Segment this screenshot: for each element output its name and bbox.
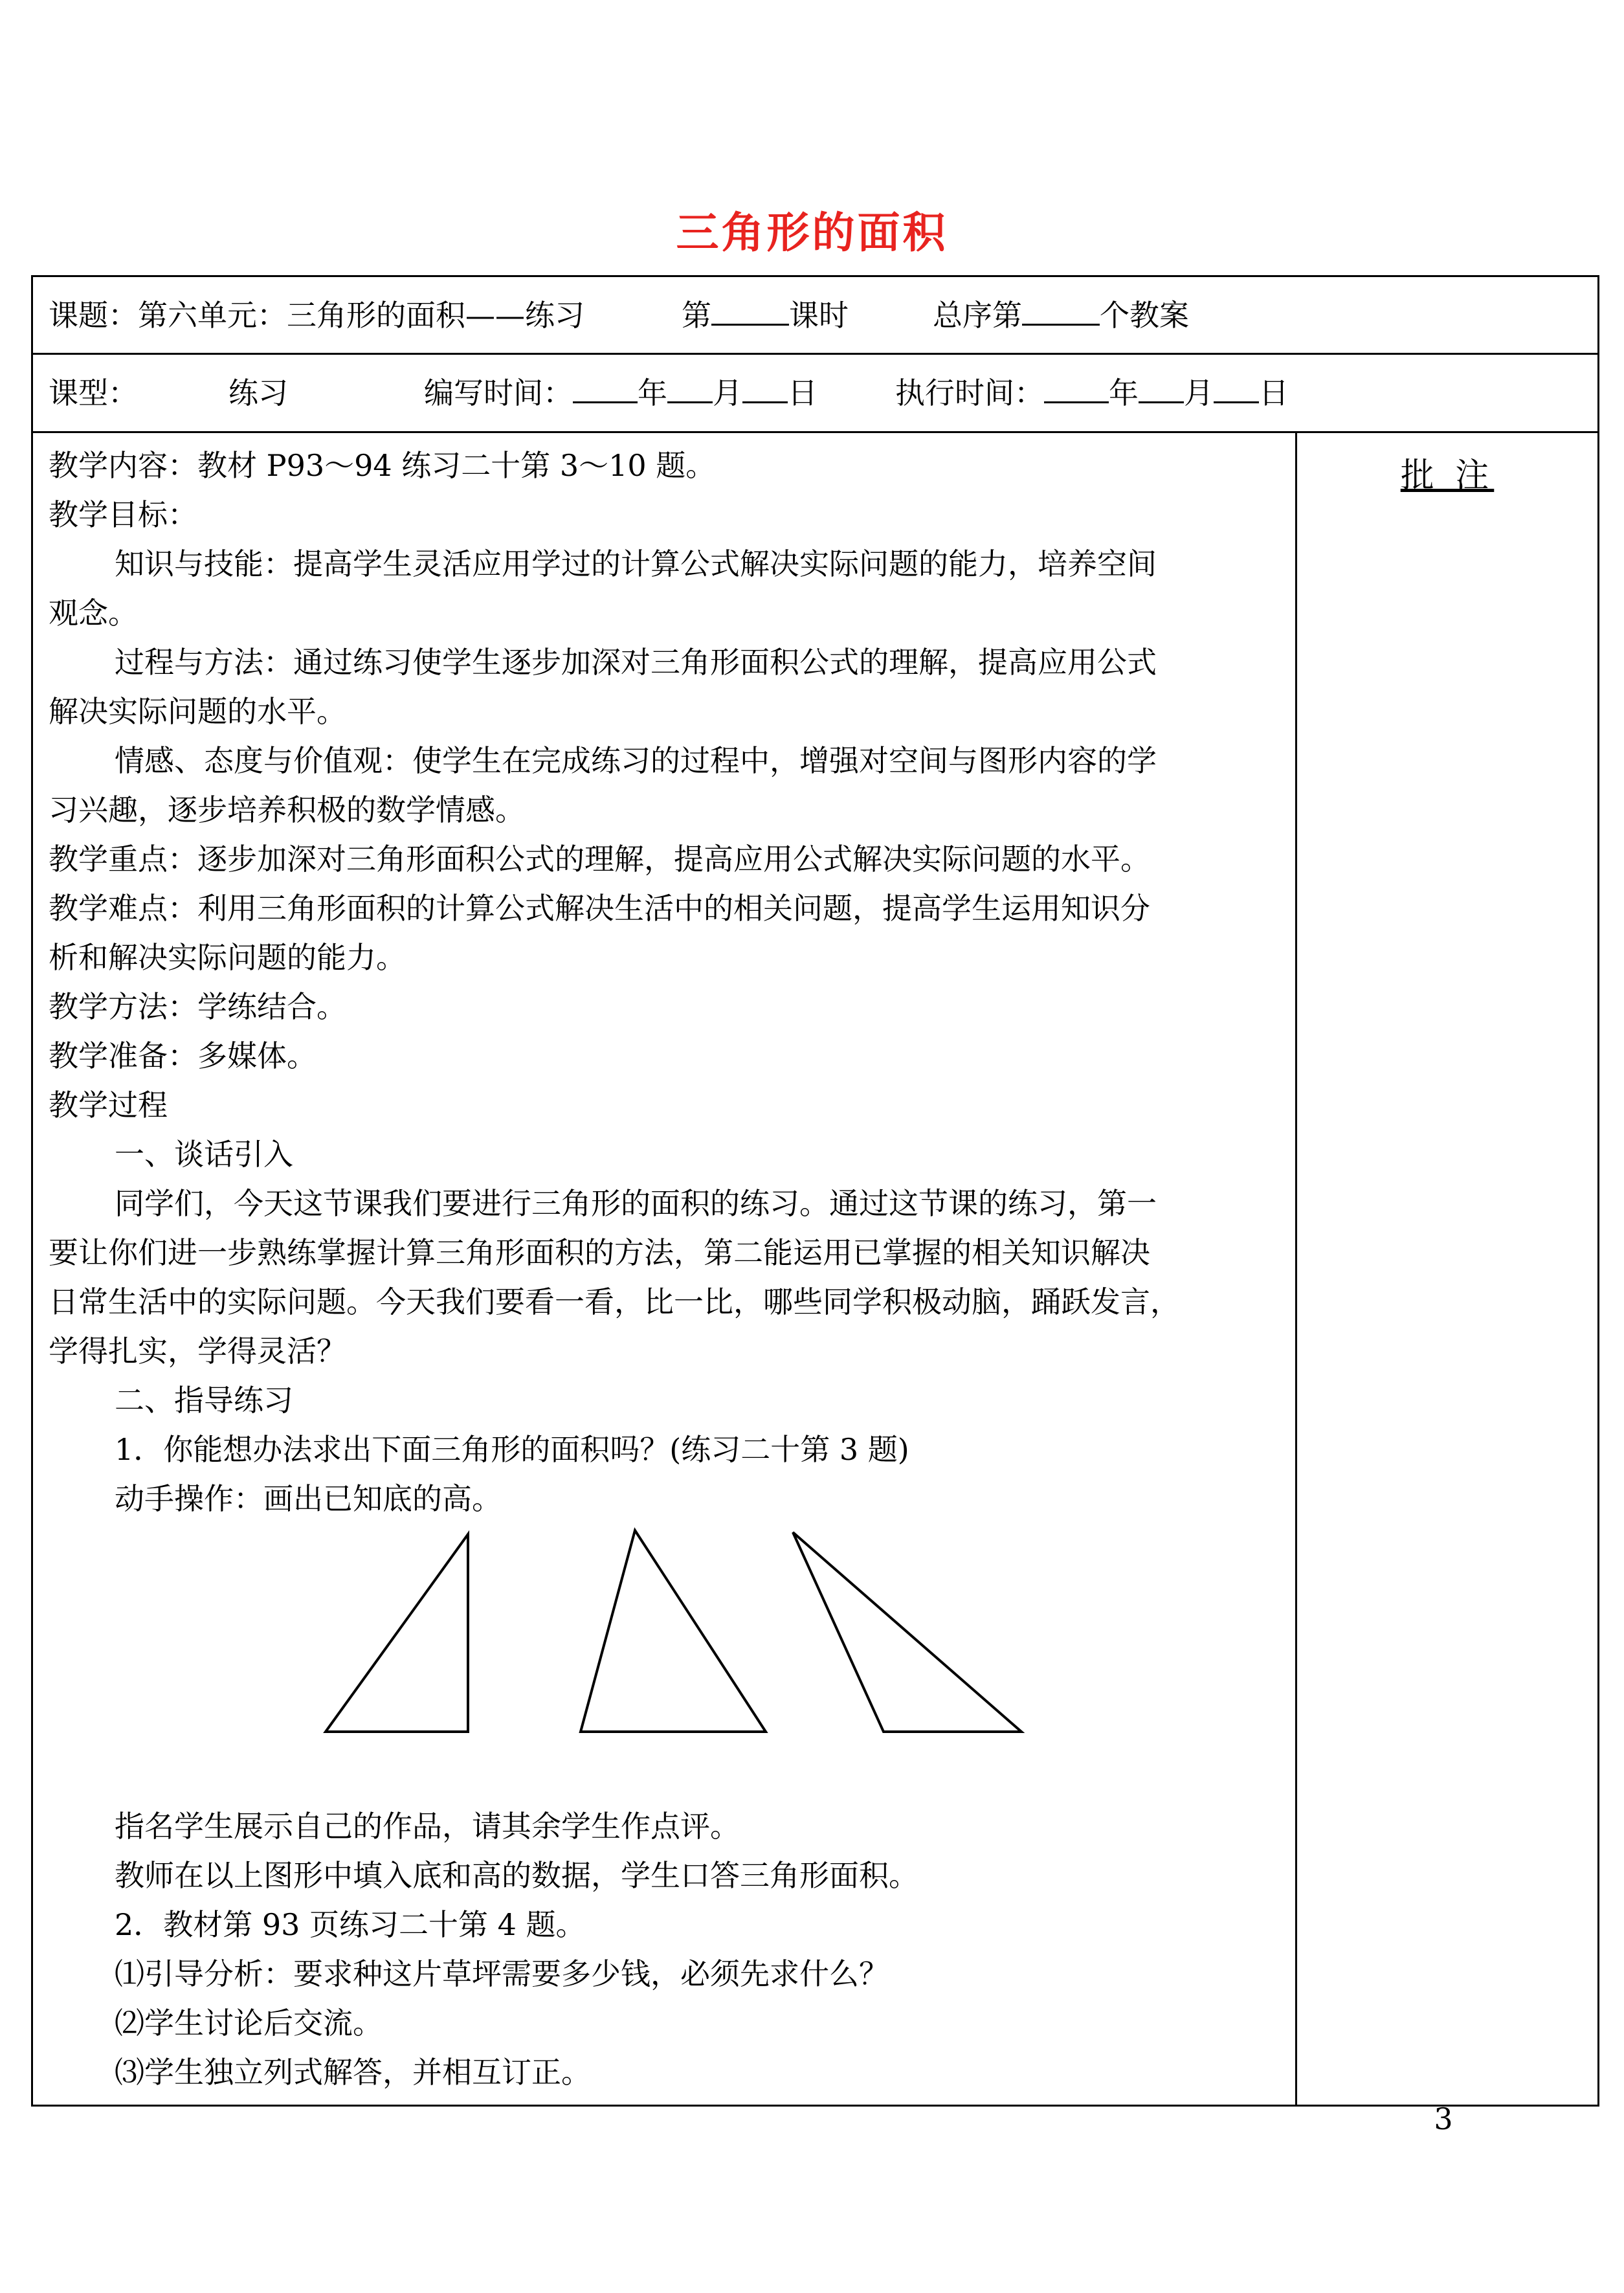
- content-line: 教学内容：教材 P93～94 练习二十第 3～10 题。: [49, 448, 716, 483]
- exec-time-label: 执行时间：: [895, 375, 1044, 410]
- triangle-figures-svg: [49, 1523, 1278, 1802]
- type-cell: [32, 354, 1599, 432]
- right-triangle-figure: [326, 1534, 468, 1732]
- content-line: ⑴引导分析：要求种这片草坪需要多少钱，必须先求什么？: [115, 1956, 889, 1991]
- content-line: 要让你们进一步熟练掌握计算三角形面积的方法，第二能运用已掌握的相关知识解决: [49, 1235, 1150, 1270]
- sequence-prefix: 总序第: [933, 297, 1022, 333]
- sequence-number-blank: [1022, 295, 1100, 326]
- lesson-number-blank: [711, 295, 789, 326]
- topic-row: [32, 276, 1599, 354]
- content-line: 习兴趣，逐步培养积极的数学情感。: [49, 792, 525, 827]
- lesson-prefix: 第: [682, 297, 711, 333]
- written-year-blank: [573, 373, 638, 403]
- page-number: 3: [1434, 2101, 1453, 2136]
- type-value: 练习: [228, 375, 288, 410]
- content-line: ⑶学生独立列式解答，并相互订正。: [115, 2055, 591, 2090]
- exec-month-label: 月: [1184, 375, 1214, 410]
- content-line: 教师在以上图形中填入底和高的数据，学生口答三角形面积。: [115, 1858, 918, 1893]
- written-month-blank: [667, 373, 713, 403]
- notes-label: 批 注: [1400, 456, 1495, 495]
- topic-text: 课题：第六单元：三角形的面积——练习: [49, 297, 584, 333]
- lesson-plan-table: [31, 275, 1599, 2107]
- type-row: [32, 354, 1599, 432]
- content-line: 日常生活中的实际问题。今天我们要看一看，比一比，哪些同学积极动脑，踊跃发言，: [49, 1284, 1180, 1319]
- exec-day-blank: [1214, 373, 1259, 403]
- notes-cell: [1296, 432, 1599, 2106]
- content-line: 教学准备：多媒体。: [49, 1038, 317, 1073]
- type-label: 课型：: [49, 375, 138, 410]
- content-line: 学得扎实，学得灵活？: [49, 1334, 346, 1369]
- content-line: 同学们，今天这节课我们要进行三角形的面积的练习。通过这节课的练习，第一: [115, 1186, 1157, 1221]
- lesson-content-cell: [32, 432, 1296, 2106]
- content-line: 教学重点：逐步加深对三角形面积公式的理解，提高应用公式解决实际问题的水平。: [49, 842, 1150, 877]
- content-line: 教学难点：利用三角形面积的计算公式解决生活中的相关问题，提高学生运用知识分: [49, 891, 1150, 926]
- content-line: 观念。: [49, 596, 138, 631]
- content-line: 教学方法：学练结合。: [49, 989, 346, 1024]
- document-title: 三角形的面积: [676, 207, 948, 258]
- acute-triangle-figure: [581, 1530, 766, 1732]
- content-line: 二、指导练习: [115, 1383, 293, 1418]
- content-line: 析和解决实际问题的能力。: [49, 940, 406, 975]
- exec-day-label: 日: [1259, 375, 1289, 410]
- exec-month-blank: [1139, 373, 1184, 403]
- exec-year-label: 年: [1109, 375, 1139, 410]
- content-line: 教学过程: [49, 1088, 168, 1123]
- content-line: 解决实际问题的水平。: [49, 694, 346, 729]
- sequence-suffix: 个教案: [1100, 297, 1189, 333]
- exec-year-blank: [1044, 373, 1109, 403]
- topic-cell: [32, 276, 1599, 354]
- triangle-figures: [49, 1523, 1280, 1802]
- obtuse-triangle-figure: [793, 1532, 1021, 1732]
- content-line: 1．你能想办法求出下面三角形的面积吗？(练习二十第 3 题): [115, 1432, 909, 1467]
- content-row: [32, 432, 1599, 2106]
- written-day-label: 日: [788, 375, 818, 410]
- content-line: 情感、态度与价值观：使学生在完成练习的过程中，增强对空间与图形内容的学: [115, 743, 1157, 778]
- content-line: 指名学生展示自己的作品，请其余学生作点评。: [115, 1809, 740, 1844]
- written-day-blank: [742, 373, 788, 403]
- content-line: ⑵学生讨论后交流。: [115, 2006, 383, 2041]
- content-line: 动手操作：画出已知底的高。: [115, 1481, 502, 1516]
- lesson-suffix: 课时: [789, 297, 849, 333]
- written-year-label: 年: [638, 375, 667, 410]
- written-time-label: 编写时间：: [424, 375, 573, 410]
- content-line: 2．教材第 93 页练习二十第 4 题。: [115, 1907, 586, 1942]
- content-line: 一、谈话引入: [115, 1137, 293, 1172]
- content-line: 教学目标：: [49, 497, 197, 532]
- content-line: 知识与技能：提高学生灵活应用学过的计算公式解决实际问题的能力，培养空间: [115, 546, 1157, 581]
- content-line: 过程与方法：通过练习使学生逐步加深对三角形面积公式的理解，提高应用公式: [115, 645, 1157, 680]
- written-month-label: 月: [713, 375, 742, 410]
